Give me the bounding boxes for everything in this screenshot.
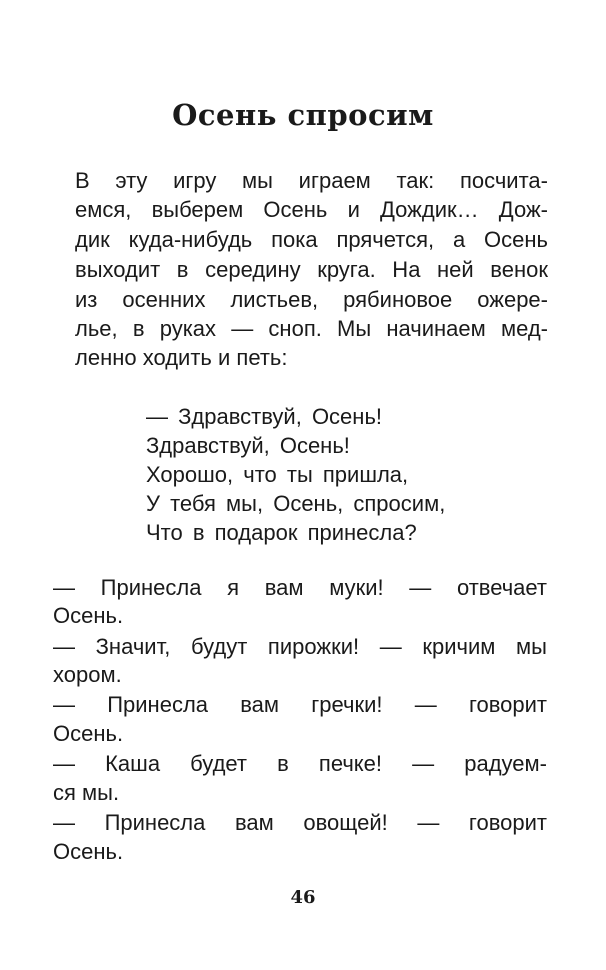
text-line: емся, выберем Осень и Дождик… Дож- bbox=[75, 197, 548, 222]
verse-line: — Здравствуй, Осень! bbox=[146, 404, 383, 429]
verse-line: У тебя мы, Осень, спросим, bbox=[146, 491, 446, 516]
verse-line: Хорошо, что ты пришла, bbox=[146, 462, 409, 487]
dialogue-line: — Принесла вам гречки! — говорит bbox=[53, 692, 547, 717]
text-line: выходит в середину круга. На ней венок bbox=[75, 257, 548, 282]
dialogue-line: — Значит, будут пирожки! — кричим мы bbox=[53, 634, 547, 659]
dialogue-line: Осень. bbox=[53, 839, 124, 864]
text-line: ленно ходить и петь: bbox=[75, 345, 288, 370]
page-number: 46 bbox=[290, 887, 316, 908]
text-line: из осенних листьев, рябиновое ожере- bbox=[75, 287, 548, 312]
verse-line: Что в подарок принесла? bbox=[146, 520, 417, 545]
text-line: В эту игру мы играем так: посчита- bbox=[75, 168, 548, 193]
dialogue-line: ся мы. bbox=[53, 780, 120, 805]
verse-line: Здравствуй, Осень! bbox=[146, 433, 350, 458]
page-title: Осень спросим bbox=[172, 98, 434, 132]
text-line: дик куда-нибудь пока прячется, а Осень bbox=[75, 227, 548, 252]
dialogue-line: Осень. bbox=[53, 603, 124, 628]
dialogue-line: хором. bbox=[53, 662, 122, 687]
dialogue-line: — Каша будет в печке! — радуем- bbox=[53, 751, 547, 776]
text-line: лье, в руках — сноп. Мы начинаем мед- bbox=[75, 316, 548, 341]
dialogue-line: — Принесла я вам муки! — отвечает bbox=[53, 575, 547, 600]
dialogue-line: Осень. bbox=[53, 721, 124, 746]
dialogue-line: — Принесла вам овощей! — говорит bbox=[53, 810, 547, 835]
